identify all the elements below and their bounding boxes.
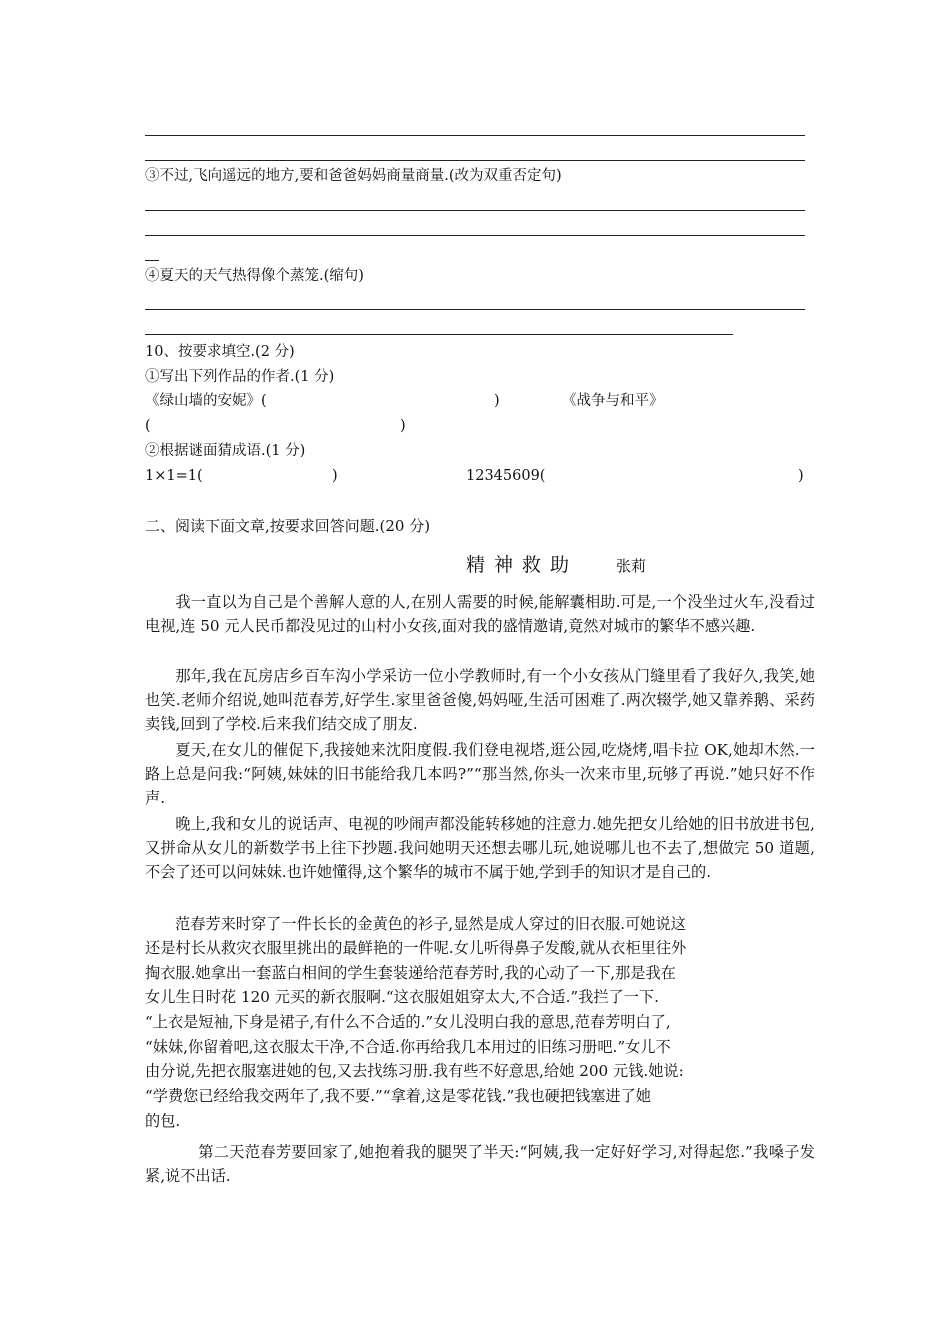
paragraph-5-line: “妹妹,你留着吧,这衣服太干净,不合适.你再给我几本用过的旧练习册吧.”女儿不	[145, 1038, 671, 1056]
answer-line[interactable]	[145, 210, 805, 211]
section-2-heading: 二、阅读下面文章,按要求回答问题.(20 分)	[145, 517, 431, 535]
question-10-1: ①写出下列作品的作者.(1 分)	[145, 369, 335, 385]
riddle-1-close: )	[332, 468, 338, 484]
answer-line[interactable]	[145, 135, 805, 136]
question-10-title: 10、按要求填空.(2 分)	[145, 344, 295, 360]
answer-line[interactable]	[145, 309, 805, 310]
question-10-2: ②根据谜面猜成语.(1 分)	[145, 443, 306, 459]
work-1-label: 《绿山墙的安妮》(	[145, 393, 267, 409]
paragraph-5-line: 掏衣服.她拿出一套蓝白相间的学生套装递给范春芳时,我的心动了一下,那是我在	[145, 964, 676, 982]
answer-line[interactable]	[145, 334, 733, 335]
paragraph-5-line: 还是村长从救灾衣服里挑出的最鲜艳的一件呢.女儿听得鼻子发酸,就从衣柜里往外	[145, 939, 687, 957]
paragraph-6: 第二天范春芳要回家了,她抱着我的腿哭了半天:“阿姨,我一定好好学习,对得起您.”我嗓子发紧,说不出话.	[145, 1143, 815, 1186]
work-2-open: (	[145, 418, 151, 434]
paragraph-5-line: 女儿生日时花 120 元买的新衣服啊.“这衣服姐姐穿太大,不合适.”我拦了一下.	[145, 988, 659, 1006]
paragraph-5-line: “学费您已经给我交两年了,我不要.”“拿着,这是零花钱.”我也硬把钱塞进了她	[145, 1087, 651, 1105]
paragraph-5-line: 由分说,先把衣服塞进她的包,又去找练习册.我有些不好意思,给她 200 元钱.她说:	[145, 1062, 684, 1080]
riddle-2: 12345609(	[466, 468, 546, 484]
answer-line-stub	[145, 260, 159, 261]
answer-line[interactable]	[145, 235, 805, 236]
riddle-2-close: )	[798, 468, 804, 484]
riddle-1: 1×1=1(	[145, 468, 203, 484]
question-4: ④夏天的天气热得像个蒸笼.(缩句)	[145, 268, 364, 284]
work-2-label: 《战争与和平》	[562, 393, 664, 409]
paragraph-1: 我一直以为自己是个善解人意的人,在别人需要的时候,能解囊相助.可是,一个没坐过火车,没看过电视,连 50 元人民币都没见过的山村小女孩,面对我的盛情邀请,竟然对城市的繁华不感兴趣.	[145, 593, 815, 636]
paragraph-5-line: 范春芳来时穿了一件长长的金黄色的衫子,显然是成人穿过的旧衣服.可她说这	[175, 915, 686, 933]
article-author: 张莉	[616, 557, 647, 575]
question-3: ③不过,飞向遥远的地方,要和爸爸妈妈商量商量.(改为双重否定句)	[145, 168, 562, 184]
paragraph-5-line: “上衣是短袖,下身是裙子,有什么不合适的.”女儿没明白我的意思,范春芳明白了,	[145, 1013, 671, 1031]
paragraph-5-line: 的包.	[145, 1112, 181, 1130]
paragraph-2: 那年,我在瓦房店乡百车沟小学采访一位小学教师时,有一个小女孩从门缝里看了我好久,我笑,她也笑.老师介绍说,她叫范春芳,好学生.家里爸爸傻,妈妈哑,生活可困难了.两次辍学,她又靠养鹅、采药卖钱,回到了学校.后来我们结交成了朋友.	[145, 667, 815, 734]
answer-line[interactable]	[145, 160, 805, 161]
work-2-close: )	[400, 418, 406, 434]
paragraph-4: 晚上,我和女儿的说话声、电视的吵闹声都没能转移她的注意力.她先把女儿给她的旧书放进书包,又拼命从女儿的新数学书上往下抄题.我问她明天还想去哪儿玩,她说哪儿也不去了,想做完 50 道题,不会了还可以问妹妹.也许她懂得,这个繁华的城市不属于她,学到手的知识才是自己的.	[145, 815, 815, 882]
work-1-close: )	[494, 393, 500, 409]
paragraph-3: 夏天,在女儿的催促下,我接她来沈阳度假.我们登电视塔,逛公园,吃烧烤,唱卡拉 OK,她却木然.一路上总是问我:“阿姨,妹妹的旧书能给我几本吗?”“那当然,你头一次来市里,玩够了再说.”她只好不作声.	[145, 741, 815, 808]
article-title: 精神救助	[466, 554, 579, 576]
